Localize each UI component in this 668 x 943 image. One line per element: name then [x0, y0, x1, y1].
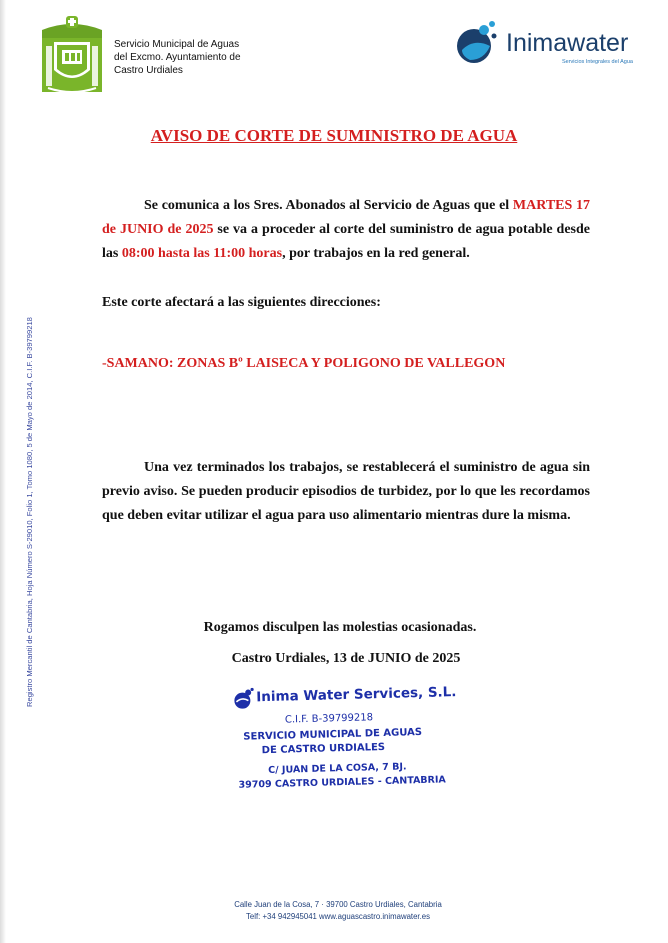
notice-paragraph-2: Este corte afectará a las siguientes direcciones:: [102, 295, 381, 310]
stamp-cif: C.I.F. B-39799218: [284, 712, 374, 726]
brand-name: [506, 29, 628, 57]
municipality-line-2: del Excmo. Ayuntamiento de: [114, 52, 241, 63]
water-drop-logo-icon: [454, 20, 502, 66]
brand-name-part2: water: [567, 29, 629, 57]
municipality-line-1: Servicio Municipal de Aguas: [114, 39, 240, 50]
affected-address: -SAMANO: ZONAS Bº LAISECA Y POLIGONO DE VALLEGON: [102, 356, 506, 371]
notice-title: AVISO DE CORTE DE SUMINISTRO DE AGUA: [150, 126, 518, 145]
paragraph-1-text-c: , por trabajos en la red general.: [282, 246, 470, 261]
stamp-drop-icon: [232, 687, 255, 710]
registry-side-text: Registro Mercantil de Cantabria, Hoja Número S-29010, Folio 1, Tomo 1080, 5 de Mayo de 2014, C.I.F. B-39799218: [25, 317, 34, 707]
municipality-name: [114, 38, 241, 77]
footer-address: Calle Juan de la Cosa, 7 · 39700 Castro Urdiales, Cantabria: [234, 900, 442, 909]
stamp-address-line-2: 39709 CASTRO URDIALES - CANTABRIA: [238, 774, 446, 791]
stamp-service-line-2: DE CASTRO URDIALES: [261, 741, 386, 757]
brand-tagline: Servicios Integrales del Agua: [562, 59, 633, 65]
paragraph-1-text-b: se va a proceder al corte del suministro de agua potable desde las: [102, 222, 590, 261]
stamp-address-line-1: C/ JUAN DE LA COSA, 7 BJ.: [268, 761, 407, 777]
company-stamp: [230, 681, 457, 796]
place-date-line: Castro Urdiales, 13 de JUNIO de 2025: [231, 651, 461, 666]
stamp-company-name: Inima Water Services, S.L.: [256, 684, 457, 706]
outage-time: 08:00 hasta las 11:00 horas: [121, 246, 283, 261]
brand-name-part1: Inima: [506, 29, 568, 57]
paragraph-1-text-a: Se comunica a los Sres. Abonados al Servicio de Aguas que el: [144, 198, 513, 213]
footer-contact: Telf: +34 942945041 www.aguascastro.inimawater.es: [246, 912, 430, 921]
inimawater-logo: [454, 20, 660, 72]
municipality-line-3: Castro Urdiales: [114, 65, 183, 76]
notice-paragraph-1: [102, 194, 590, 266]
notice-paragraph-3: Una vez terminados los trabajos, se restablecerá el suministro de agua sin previo aviso. Se pueden producir episodios de turbidez, por lo que les recordamos que deben evitar utilizar el agua para uso alimentario mientras dure la misma.: [102, 460, 590, 523]
outage-date: MARTES 17 de JUNIO de 2025: [102, 198, 590, 237]
stamp-service-line-1: SERVICIO MUNICIPAL DE AGUAS: [243, 726, 423, 743]
municipal-crest-icon: [40, 16, 104, 94]
apology-line: Rogamos disculpen las molestias ocasionadas.: [203, 620, 477, 635]
